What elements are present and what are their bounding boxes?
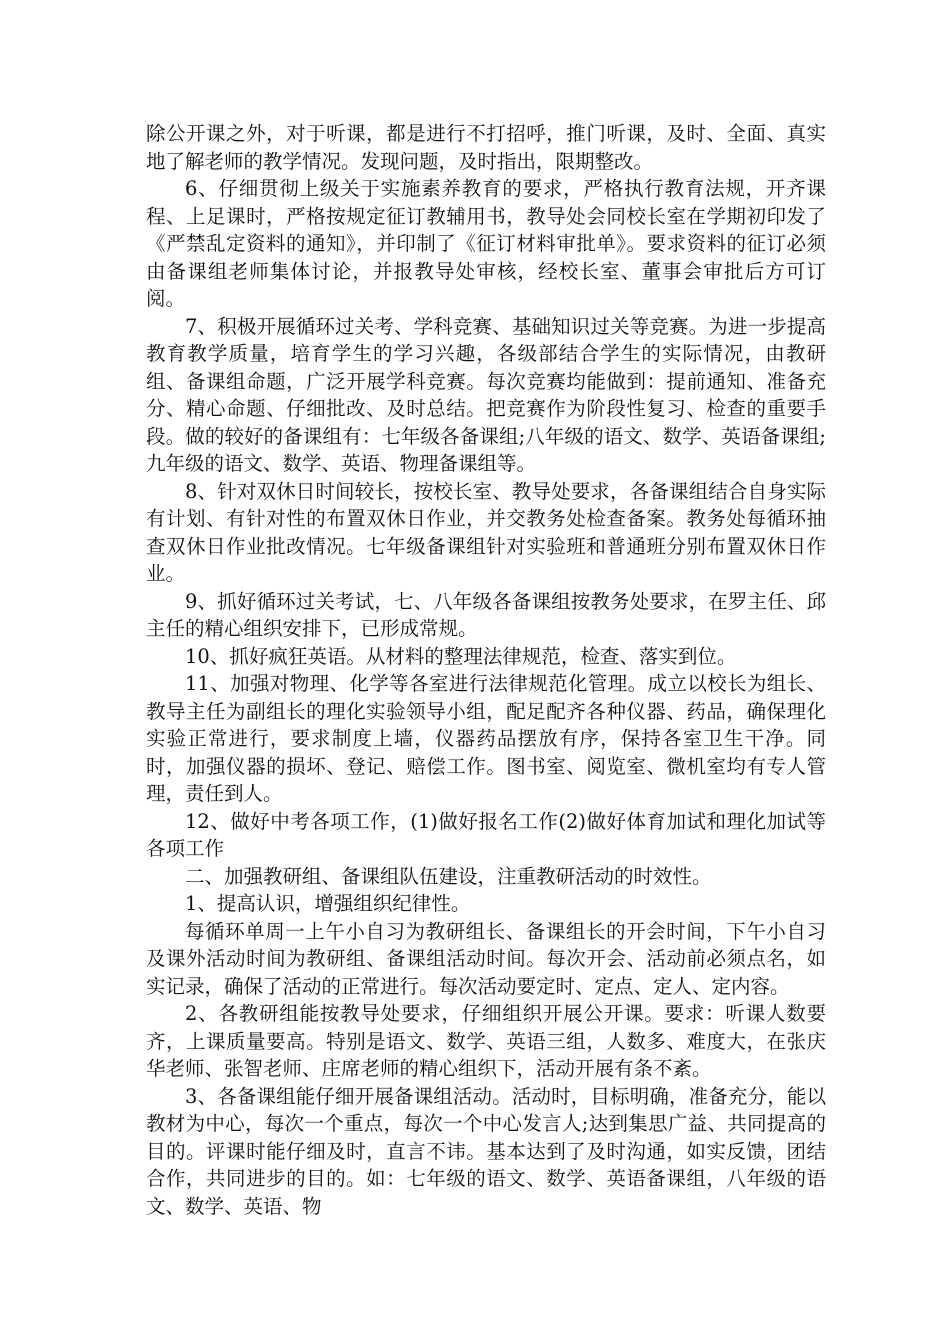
paragraph-item-3: 3、各备课组能仔细开展备课组活动。活动时，目标明确，准备充分，能以教材为中心，每次一个重点，每次一个中心发言人;达到集思广益、共同提高的目的。评课时能仔细及时，直言不讳。基本达到了及时沟通，如实反馈，团结合作，共同进步的目的。如：七年级的语文、数学、英语备课组，八年级的语文、数学、英语、物 xyxy=(146,1084,826,1218)
paragraph-intro-continuation: 除公开课之外，对于听课，都是进行不打招呼，推门听课，及时、全面、真实地了解老师的教学情况。发现问题，及时指出，限期整改。 xyxy=(146,122,826,173)
paragraph-item-6: 6、仔细贯彻上级关于实施素养教育的要求，严格执行教育法规，开齐课程、上足课时，严格按规定征订教辅用书，教导处会同校长室在学期初印发了《严禁乱定资料的通知》，并印制了《征订材料审批单》。要求资料的征订必须由备课组老师集体讨论，并报教导处审核，经校长室、董事会审批后方可订阅。 xyxy=(146,177,826,310)
paragraph-item-7: 7、积极开展循环过关考、学科竞赛、基础知识过关等竞赛。为进一步提高教育教学质量，培育学生的学习兴趣，各级部结合学生的实际情况，由教研组、备课组命题，广泛开展学科竞赛。每次竞赛均能做到：提前通知、准备充分、精心命题、仔细批改、及时总结。把竞赛作为阶段性复习、检查的重要手段。做的较好的备课组有：七年级各备课组;八年级的语文、数学、英语备课组;九年级的语文、数学、英语、物理备课组等。 xyxy=(146,314,826,475)
paragraph-item-8: 8、针对双休日时间较长，按校长室、教导处要求，各备课组结合自身实际有计划、有针对性的布置双休日作业，并交教务处检查备案。教务处每循环抽查双休日作业批改情况。七年级备课组针对实验班和普通班分别布置双休日作业。 xyxy=(146,479,826,585)
document-body xyxy=(146,120,826,1220)
paragraph-meeting-schedule: 每循环单周一上午小自习为教研组长、备课组长的开会时间，下午小自习及课外活动时间为教研组、备课组活动时间。每次开会、活动前必须点名，如实记录，确保了活动的正常进行。每次活动要定时、定点、定人、定内容。 xyxy=(146,919,826,998)
subheading-1: 1、提高认识，增强组织纪律性。 xyxy=(185,892,471,915)
paragraph-item-11: 11、加强对物理、化学等各室进行法律规范化管理。成立以校长为组长、教导主任为副组长的理化实验领导小组，配足配齐各种仪器、药品，确保理化实验正常进行，要求制度上墙，仪器药品摆放有序，保持各室卫生干净。同时，加强仪器的损坏、登记、赔偿工作。图书室、阅览室、微机室均有专人管理，责任到人。 xyxy=(146,672,826,805)
section-heading-2: 二、加强教研组、备课组队伍建设，注重教研活动的时效性。 xyxy=(185,864,712,888)
paragraph-item-12: 12、做好中考各项工作，(1)做好报名工作(2)做好体育加试和理化加试等各项工作 xyxy=(146,809,826,860)
paragraph-item-9: 9、抓好循环过关考试，七、八年级各备课组按教务处要求，在罗主任、邱主任的精心组织安排下，已形成常规。 xyxy=(146,589,826,640)
paragraph-item-2: 2、各教研组能按教导处要求，仔细组织开展公开课。要求：听课人数要齐，上课质量要高。特别是语文、数学、英语三组，人数多、难度大，在张庆华老师、张智老师、庄席老师的精心组织下，活动开展有条不紊。 xyxy=(146,1002,826,1080)
paragraph-item-10: 10、抓好疯狂英语。从材料的整理法律规范，检查、落实到位。 xyxy=(185,644,737,668)
